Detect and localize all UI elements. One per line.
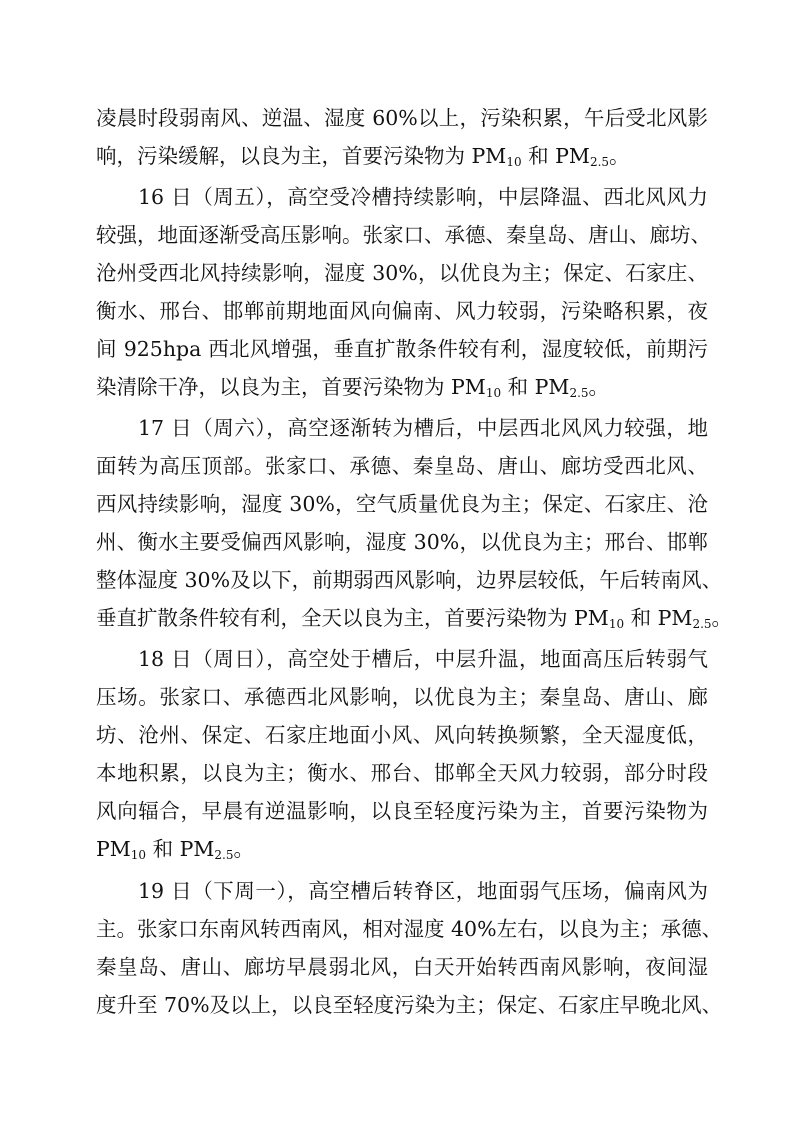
text-segment: 19 日（下周一），高空槽后转脊区，地面弱气压场，偏南风为 — [138, 879, 708, 903]
pollutant-label — [472, 142, 522, 170]
pollutant-prefix: PM — [574, 606, 609, 630]
text-segment: 。 — [233, 837, 255, 861]
pollutant-subscript: 10 — [608, 617, 625, 631]
pollutant-subscript: 2.5 — [589, 155, 610, 169]
text-segment: 16 日（周五），高空受冷槽持续影响，中层降温、西北风风力 — [138, 185, 708, 209]
text-segment: 主。张家口东南风转西南风，相对湿度 40%左右，以良为主；承德、 — [96, 917, 723, 941]
text-line — [96, 104, 708, 132]
text-segment: 间 925hpa 西北风增强，垂直扩散条件较有利，湿度较低，前期污 — [96, 337, 708, 361]
pollutant-prefix: PM — [657, 606, 693, 630]
text-line — [96, 991, 723, 1019]
text-line — [138, 414, 708, 442]
text-line — [96, 721, 708, 749]
pollutant-prefix: PM — [96, 837, 131, 861]
text-line — [96, 335, 708, 363]
text-line — [96, 221, 711, 249]
text-line — [96, 297, 708, 325]
text-line — [96, 528, 708, 556]
text-segment: 风向辐合，早晨有逆温影响，以良至轻度污染为主，首要污染物为 — [96, 799, 708, 823]
text-segment: 秦皇岛、唐山、廊坊早晨弱北风，白天开始转西南风影响，夜间湿 — [96, 955, 708, 979]
text-line — [96, 683, 708, 711]
text-segment: 和 — [521, 144, 556, 168]
text-segment: 度升至 70%及以上，以良至轻度污染为主；保定、石家庄早晚北风、 — [96, 993, 723, 1017]
text-segment: 和 — [146, 837, 180, 861]
text-segment: 17 日（周六），高空逐渐转为槽后，中层西北风风力较强，地 — [138, 416, 708, 440]
text-segment: 整体湿度 30%及以下，前期弱西风影响，边界层较低，午后转南风、 — [96, 568, 723, 592]
pollutant-subscript: 2.5 — [214, 848, 234, 862]
text-segment: 。 — [609, 144, 630, 168]
text-line — [96, 759, 708, 787]
text-segment: 本地积累，以良为主；衡水、邢台、邯郸全天风力较弱，部分时段 — [96, 761, 708, 785]
text-line — [96, 797, 708, 825]
text-line — [96, 259, 708, 287]
text-line — [96, 452, 708, 480]
pollutant-label — [451, 373, 501, 401]
pollutant-subscript: 10 — [130, 848, 147, 862]
text-segment: 压场。张家口、承德西北风影响，以优良为主；秦皇岛、唐山、廊 — [96, 685, 708, 709]
text-line — [96, 142, 708, 170]
text-line — [96, 490, 708, 518]
pollutant-label — [555, 142, 609, 170]
text-segment: 凌晨时段弱南风、逆温、湿度 60%以上，污染积累，午后受北风影 — [96, 106, 708, 130]
text-segment: 和 — [501, 375, 535, 399]
text-line — [96, 915, 723, 943]
text-segment: 衡水、邢台、邯郸前期地面风向偏南、风力较弱，污染略积累，夜 — [96, 299, 708, 323]
pollutant-label — [574, 604, 624, 632]
text-segment: 。 — [711, 606, 733, 630]
text-segment: 和 — [624, 606, 658, 630]
pollutant-prefix: PM — [555, 144, 590, 168]
text-line — [96, 604, 733, 632]
text-segment: 面转为高压顶部。张家口、承德、秦皇岛、唐山、廊坊受西北风、 — [96, 454, 708, 478]
text-segment: 响，污染缓解，以良为主，首要污染物为 — [96, 144, 472, 168]
pollutant-prefix: PM — [471, 144, 507, 168]
text-segment: 沧州受西北风持续影响，湿度 30%，以优良为主；保定、石家庄、 — [96, 261, 708, 285]
pollutant-prefix: PM — [534, 375, 570, 399]
text-line — [138, 877, 708, 905]
text-segment: 。 — [588, 375, 610, 399]
pollutant-prefix: PM — [451, 375, 486, 399]
text-line — [138, 645, 708, 673]
pollutant-subscript: 2.5 — [569, 386, 589, 400]
pollutant-label — [658, 604, 712, 632]
text-line — [96, 835, 708, 863]
pollutant-label — [180, 835, 234, 863]
pollutant-subscript: 10 — [506, 155, 522, 169]
text-line — [138, 183, 708, 211]
text-line — [96, 566, 723, 594]
pollutant-subscript: 2.5 — [692, 617, 712, 631]
pollutant-label — [96, 835, 146, 863]
text-segment: 18 日（周日），高空处于槽后，中层升温，地面高压后转弱气 — [138, 647, 708, 671]
text-line — [96, 953, 708, 981]
text-segment: 染清除干净，以良为主，首要污染物为 — [96, 375, 452, 399]
text-segment: 西风持续影响，湿度 30%，空气质量优良为主；保定、石家庄、沧 — [96, 492, 708, 516]
text-segment: 州、衡水主要受偏西风影响，湿度 30%，以优良为主；邢台、邯郸 — [96, 530, 708, 554]
text-segment: 垂直扩散条件较有利，全天以良为主，首要污染物为 — [96, 606, 575, 630]
pollutant-label — [535, 373, 589, 401]
pollutant-subscript: 10 — [485, 386, 502, 400]
text-line — [96, 373, 708, 401]
pollutant-prefix: PM — [179, 837, 215, 861]
text-segment: 坊、沧州、保定、石家庄地面小风、风向转换频繁，全天湿度低， — [96, 723, 708, 747]
text-segment: 较强，地面逐渐受高压影响。张家口、承德、秦皇岛、唐山、廊坊、 — [96, 223, 711, 247]
